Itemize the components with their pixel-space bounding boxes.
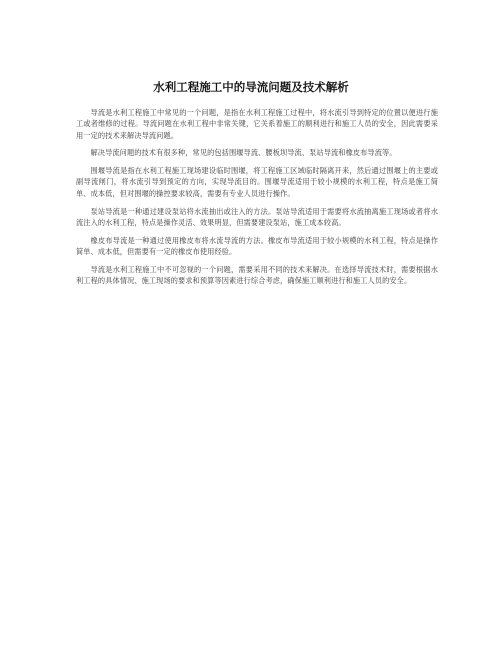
paragraph-conclusion: 导流是水利工程施工中不可忽视的一个问题，需要采用不同的技术来解决。在选择导流技术时，需要根据水利工程的具体情况、施工现场的要求和预算等因素进行综合考虑，确保施工顺利进行和施工人员的安全。 xyxy=(76,264,438,286)
paragraph-intro: 导流是水利工程施工中常见的一个问题，是指在水利工程施工过程中，将水流引导到特定的位置以便进行施工或者维修的过程。导流问题在水利工程中非常关键，它关系着施工的顺利进行和施工人员的安全，因此需要采用一定的技术来解决导流问题。 xyxy=(76,108,438,140)
document-title: 水利工程施工中的导流问题及技术解析 xyxy=(153,80,349,94)
paragraph-techniques: 解决导流问题的技术有很多种，常见的包括围堰导流、腰板坝导流、泵站导流和橡皮布导流等。 xyxy=(90,148,397,158)
paragraph-cofferdam: 围堰导流是指在水利工程施工现场建设临时围堰，将工程施工区域临时隔离开来，然后通过围堰上的主要或副导流闸门，将水流引导到预定的方向，实现导流目的。围堰导流适用于较小规模的水利工程，特点是施工简单、成本低，但对围堰的操控要求较高，需要有专业人员进行操作。 xyxy=(76,166,438,198)
paragraph-pump-station: 泵站导流是一种通过建设泵站将水流抽出或注入的方法。泵站导流适用于需要将水流抽离施工现场或者将水流注入的水利工程，特点是操作灵活、效果明显，但需要建设泵站，施工成本较高。 xyxy=(76,206,438,227)
document-body xyxy=(76,107,438,293)
paragraph-rubber-sheet: 橡皮布导流是一种通过使用橡皮布将水流导流的方法。橡皮布导流适用于较小规模的水利工程，特点是操作简单、成本低，但需要有一定的橡皮布使用经验。 xyxy=(76,235,438,256)
